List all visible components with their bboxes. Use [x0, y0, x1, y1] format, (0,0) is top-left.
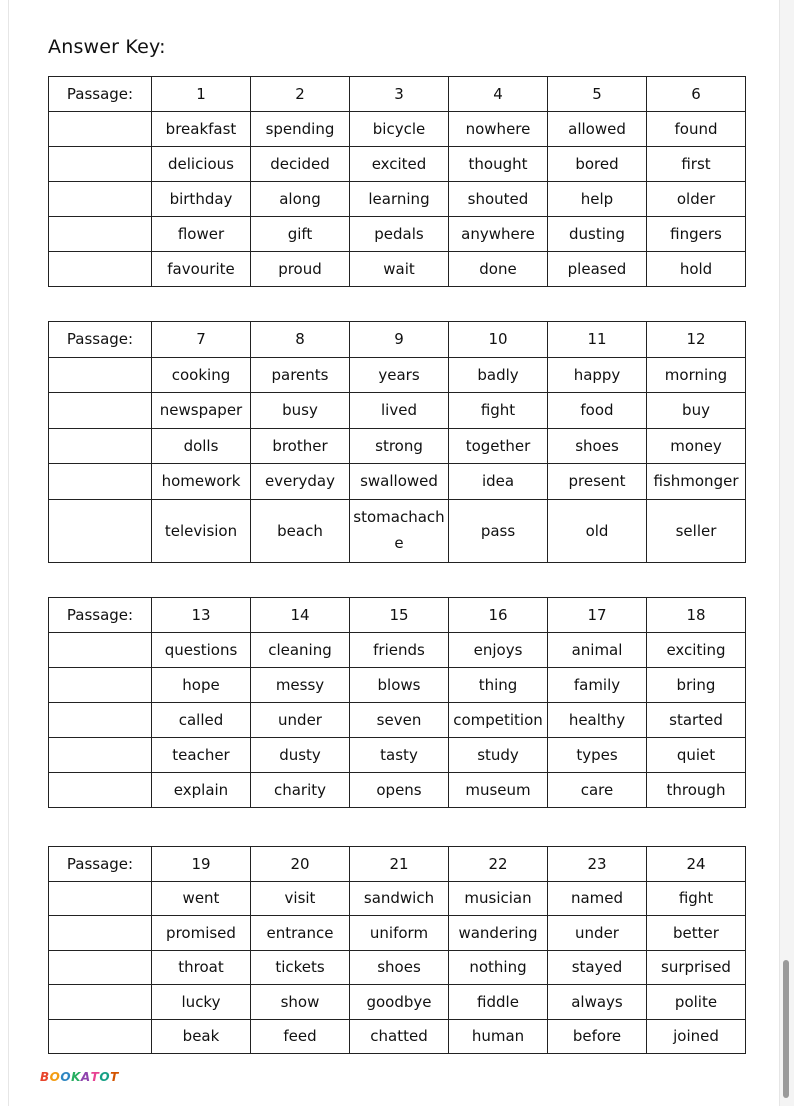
answer-cell: under [548, 916, 647, 951]
passage-number: 10 [449, 322, 548, 358]
answer-cell: started [647, 703, 746, 738]
answer-cell: bring [647, 668, 746, 703]
answer-cell: charity [251, 773, 350, 808]
table-row [49, 182, 746, 217]
answer-cell: lived [350, 393, 449, 429]
empty-cell [49, 393, 152, 429]
empty-cell [49, 703, 152, 738]
answer-cell: older [647, 182, 746, 217]
passage-label: Passage: [49, 847, 152, 882]
passage-number: 12 [647, 322, 746, 358]
empty-cell [49, 985, 152, 1020]
answer-cell: competition [449, 703, 548, 738]
table-row [49, 703, 746, 738]
answer-cell: strong [350, 428, 449, 464]
passage-number: 7 [152, 322, 251, 358]
answer-cell: flower [152, 217, 251, 252]
answer-cell: parents [251, 357, 350, 393]
passage-number: 2 [251, 77, 350, 112]
empty-cell [49, 147, 152, 182]
passage-number: 9 [350, 322, 449, 358]
answer-cell: care [548, 773, 647, 808]
answer-cell: pass [449, 499, 548, 562]
answer-cell: spending [251, 112, 350, 147]
empty-cell [49, 773, 152, 808]
passage-number: 16 [449, 598, 548, 633]
passage-label: Passage: [49, 322, 152, 358]
logo-letter: A [80, 1070, 91, 1084]
logo-letter: O [99, 1070, 111, 1084]
answer-cell: polite [647, 985, 746, 1020]
answer-cell: old [548, 499, 647, 562]
answer-cell: nothing [449, 950, 548, 985]
answer-cell: joined [647, 1019, 746, 1054]
table-row [49, 881, 746, 916]
answer-cell: uniform [350, 916, 449, 951]
answer-cell: under [251, 703, 350, 738]
table-row [49, 393, 746, 429]
answer-cell: always [548, 985, 647, 1020]
answer-table-4 [48, 846, 746, 1054]
answer-table-3 [48, 597, 746, 808]
answer-cell: together [449, 428, 548, 464]
bookatot-logo [40, 1070, 119, 1084]
empty-cell [49, 881, 152, 916]
answer-cell: thought [449, 147, 548, 182]
logo-letter: B [40, 1070, 50, 1084]
answer-cell: beach [251, 499, 350, 562]
header-row [49, 847, 746, 882]
answer-cell: human [449, 1019, 548, 1054]
answer-cell: feed [251, 1019, 350, 1054]
answer-cell: along [251, 182, 350, 217]
answer-cell: goodbye [350, 985, 449, 1020]
answer-cell: nowhere [449, 112, 548, 147]
answer-cell: enjoys [449, 633, 548, 668]
answer-cell: fiddle [449, 985, 548, 1020]
answer-cell: dusty [251, 738, 350, 773]
answer-cell: teacher [152, 738, 251, 773]
table-row [49, 668, 746, 703]
answer-cell: seller [647, 499, 746, 562]
answer-cell: blows [350, 668, 449, 703]
table-row [49, 112, 746, 147]
table-row [49, 357, 746, 393]
table-row [49, 738, 746, 773]
answer-cell: fingers [647, 217, 746, 252]
header-row [49, 598, 746, 633]
logo-letter: T [90, 1070, 100, 1084]
answer-cell: went [152, 881, 251, 916]
answer-cell: entrance [251, 916, 350, 951]
answer-cell: allowed [548, 112, 647, 147]
empty-cell [49, 738, 152, 773]
header-row [49, 77, 746, 112]
answer-cell: pleased [548, 252, 647, 287]
answer-cell: help [548, 182, 647, 217]
answer-cell: brother [251, 428, 350, 464]
answer-cell: years [350, 357, 449, 393]
answer-cell: types [548, 738, 647, 773]
answer-cell: bicycle [350, 112, 449, 147]
answer-cell: chatted [350, 1019, 449, 1054]
answer-cell: cooking [152, 357, 251, 393]
table-row [49, 499, 746, 562]
passage-number: 23 [548, 847, 647, 882]
passage-number: 11 [548, 322, 647, 358]
empty-cell [49, 464, 152, 500]
answer-cell: musician [449, 881, 548, 916]
answer-cell: everyday [251, 464, 350, 500]
answer-cell: proud [251, 252, 350, 287]
answer-cell: seven [350, 703, 449, 738]
passage-number: 4 [449, 77, 548, 112]
answer-cell: museum [449, 773, 548, 808]
answer-cell: shouted [449, 182, 548, 217]
empty-cell [49, 252, 152, 287]
answer-cell: hope [152, 668, 251, 703]
answer-cell: food [548, 393, 647, 429]
answer-cell: tasty [350, 738, 449, 773]
answer-cell: swallowed [350, 464, 449, 500]
answer-cell: decided [251, 147, 350, 182]
answer-cell: found [647, 112, 746, 147]
answer-cell: dusting [548, 217, 647, 252]
passage-number: 15 [350, 598, 449, 633]
table-row [49, 147, 746, 182]
answer-cell: birthday [152, 182, 251, 217]
answer-cell: exciting [647, 633, 746, 668]
passage-number: 22 [449, 847, 548, 882]
answer-cell: family [548, 668, 647, 703]
passage-number: 1 [152, 77, 251, 112]
passage-label: Passage: [49, 77, 152, 112]
table-row [49, 916, 746, 951]
empty-cell [49, 112, 152, 147]
answer-cell: gift [251, 217, 350, 252]
passage-number: 5 [548, 77, 647, 112]
answer-cell: first [647, 147, 746, 182]
answer-cell: named [548, 881, 647, 916]
empty-cell [49, 428, 152, 464]
vertical-scrollbar[interactable] [780, 0, 794, 1106]
table-row [49, 950, 746, 985]
answer-cell: beak [152, 1019, 251, 1054]
page-title: Answer Key: [48, 36, 166, 58]
answer-cell: quiet [647, 738, 746, 773]
table-row [49, 464, 746, 500]
passage-number: 3 [350, 77, 449, 112]
answer-cell: money [647, 428, 746, 464]
table-row [49, 633, 746, 668]
answer-cell: learning [350, 182, 449, 217]
scrollbar-thumb[interactable] [783, 960, 789, 1098]
answer-cell: throat [152, 950, 251, 985]
empty-cell [49, 668, 152, 703]
answer-cell: pedals [350, 217, 449, 252]
answer-cell: before [548, 1019, 647, 1054]
empty-cell [49, 1019, 152, 1054]
answer-cell: promised [152, 916, 251, 951]
answer-cell: television [152, 499, 251, 562]
answer-cell: questions [152, 633, 251, 668]
answer-table-1 [48, 76, 746, 287]
answer-cell: stomachache [350, 499, 449, 562]
empty-cell [49, 182, 152, 217]
table-row [49, 985, 746, 1020]
logo-letter: K [71, 1070, 81, 1084]
answer-cell: surprised [647, 950, 746, 985]
answer-cell: hold [647, 252, 746, 287]
answer-cell: thing [449, 668, 548, 703]
answer-cell: shoes [350, 950, 449, 985]
answer-cell: wait [350, 252, 449, 287]
answer-cell: breakfast [152, 112, 251, 147]
answer-cell: favourite [152, 252, 251, 287]
answer-cell: sandwich [350, 881, 449, 916]
answer-cell: anywhere [449, 217, 548, 252]
answer-cell: newspaper [152, 393, 251, 429]
answer-cell: study [449, 738, 548, 773]
answer-cell: tickets [251, 950, 350, 985]
answer-cell: morning [647, 357, 746, 393]
empty-cell [49, 950, 152, 985]
answer-cell: dolls [152, 428, 251, 464]
passage-label: Passage: [49, 598, 152, 633]
passage-number: 17 [548, 598, 647, 633]
answer-cell: better [647, 916, 746, 951]
table-row [49, 252, 746, 287]
passage-number: 18 [647, 598, 746, 633]
logo-letter: T [110, 1070, 119, 1084]
answer-cell: through [647, 773, 746, 808]
passage-number: 8 [251, 322, 350, 358]
answer-cell: done [449, 252, 548, 287]
table-row [49, 217, 746, 252]
answer-cell: stayed [548, 950, 647, 985]
empty-cell [49, 499, 152, 562]
empty-cell [49, 357, 152, 393]
answer-cell: happy [548, 357, 647, 393]
passage-number: 14 [251, 598, 350, 633]
answer-table-2 [48, 321, 746, 563]
answer-cell: fight [449, 393, 548, 429]
answer-cell: fishmonger [647, 464, 746, 500]
passage-number: 21 [350, 847, 449, 882]
answer-cell: cleaning [251, 633, 350, 668]
answer-cell: called [152, 703, 251, 738]
answer-cell: explain [152, 773, 251, 808]
answer-cell: show [251, 985, 350, 1020]
answer-cell: animal [548, 633, 647, 668]
answer-cell: bored [548, 147, 647, 182]
passage-number: 6 [647, 77, 746, 112]
answer-cell: opens [350, 773, 449, 808]
answer-cell: present [548, 464, 647, 500]
logo-letter: O [60, 1070, 72, 1084]
answer-cell: healthy [548, 703, 647, 738]
header-row [49, 322, 746, 358]
empty-cell [49, 633, 152, 668]
answer-cell: fight [647, 881, 746, 916]
table-row [49, 1019, 746, 1054]
answer-cell: wandering [449, 916, 548, 951]
answer-cell: delicious [152, 147, 251, 182]
answer-cell: excited [350, 147, 449, 182]
table-row [49, 428, 746, 464]
answer-cell: busy [251, 393, 350, 429]
answer-cell: visit [251, 881, 350, 916]
table-row [49, 773, 746, 808]
answer-cell: lucky [152, 985, 251, 1020]
answer-cell: messy [251, 668, 350, 703]
answer-cell: shoes [548, 428, 647, 464]
passage-number: 19 [152, 847, 251, 882]
passage-number: 13 [152, 598, 251, 633]
empty-cell [49, 217, 152, 252]
logo-letter: O [49, 1070, 61, 1084]
answer-cell: idea [449, 464, 548, 500]
answer-cell: buy [647, 393, 746, 429]
answer-cell: badly [449, 357, 548, 393]
passage-number: 24 [647, 847, 746, 882]
passage-number: 20 [251, 847, 350, 882]
answer-cell: homework [152, 464, 251, 500]
answer-cell: friends [350, 633, 449, 668]
empty-cell [49, 916, 152, 951]
